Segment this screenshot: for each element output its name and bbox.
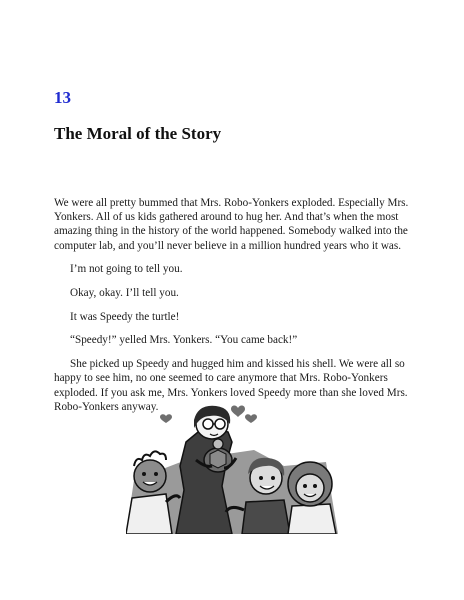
paragraph: “Speedy!” yelled Mrs. Yonkers. “You came back!” [70, 334, 298, 347]
paragraph: We were all pretty bummed that Mrs. Robo-Yonkers exploded. Especially Mrs. Yonkers. All of us kids gathered around to hug her. And that’s when the most amazing thing in the history of the world happened. Somebody walked into the computer lab, and you’ll never believe in a million hundred years who it was. [54, 197, 409, 252]
heart-icon [160, 414, 172, 423]
paragraph: I’m not going to tell you. [70, 263, 183, 276]
paragraph: She picked up Speedy and hugged him and kissed his shell. We were all so happy to see him, no one seemed to care anymore that Mrs. Robo-Yonkers exploded. If you ask me, Mrs. Yonkers loved Speedy more than she loved Mrs. Robo-Yonkers anyway. [54, 358, 408, 413]
heart-icon [245, 414, 257, 423]
chapter-title: The Moral of the Story [54, 124, 222, 143]
heart-icon [231, 405, 245, 417]
paragraph: It was Speedy the turtle! [70, 310, 180, 323]
chapter-body [54, 196, 410, 423]
teacher-kids-turtle-illustration [126, 402, 338, 534]
chapter-number-link[interactable]: 13 [54, 88, 71, 107]
paragraph: Okay, okay. I’ll tell you. [70, 287, 179, 300]
